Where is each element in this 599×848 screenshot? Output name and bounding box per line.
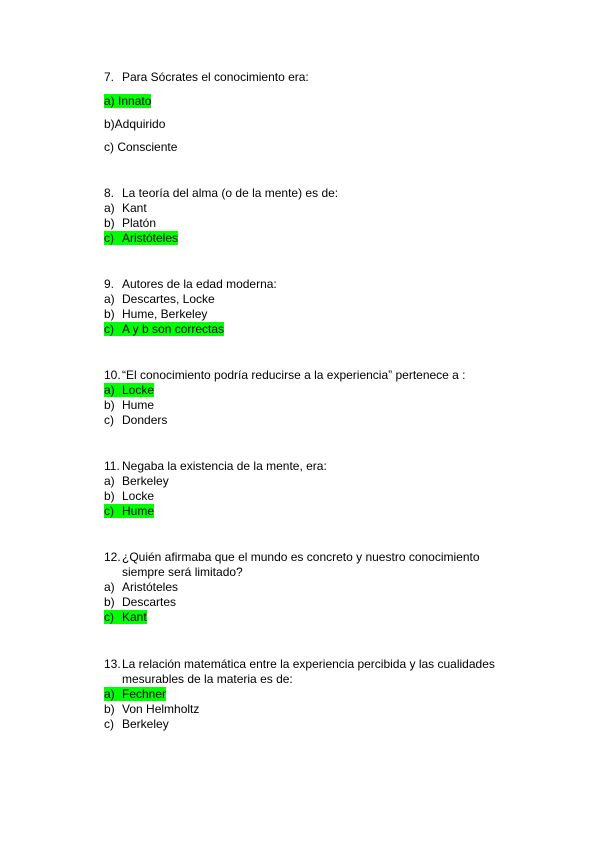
- q10-option-c: [104, 413, 167, 428]
- q7-option-c: [104, 140, 177, 155]
- option-letter: a): [104, 292, 115, 306]
- q9-option-c: [104, 322, 224, 337]
- option-text: Descartes, Locke: [122, 292, 215, 306]
- question-10: [104, 368, 466, 383]
- option-letter: c): [104, 413, 114, 427]
- option-text: Platón: [122, 216, 157, 230]
- question-8: [104, 186, 338, 201]
- option-text: Locke: [122, 383, 155, 397]
- q12-option-c: [104, 610, 147, 625]
- q11-option-a: [104, 474, 169, 489]
- option-text: Donders: [122, 413, 168, 427]
- correct-answer-highlight: [104, 231, 178, 245]
- option-letter: c): [104, 140, 114, 154]
- question-number: 7.: [104, 70, 115, 84]
- q13-option-b: [104, 702, 199, 717]
- option-text: Adquirido: [114, 117, 166, 131]
- question-text: Autores de la edad moderna:: [122, 277, 277, 291]
- q13-option-c: [104, 717, 169, 732]
- option-letter: c): [104, 231, 114, 245]
- question-number: 9.: [104, 277, 115, 291]
- option-text: Locke: [122, 489, 155, 503]
- question-number: 8.: [104, 186, 115, 200]
- option-text: Aristóteles: [122, 580, 179, 594]
- q8-option-b: [104, 216, 156, 231]
- question-text-line-1: ¿Quién afirmaba que el mundo es concreto y nuestro conocimiento: [122, 550, 480, 564]
- option-text: Berkeley: [122, 717, 169, 731]
- option-letter: a): [104, 94, 115, 108]
- question-text: La teoría del alma (o de la mente) es de:: [122, 186, 339, 200]
- q13-option-a: [104, 687, 166, 702]
- correct-answer-highlight: [104, 383, 154, 397]
- option-letter: b): [104, 117, 115, 131]
- question-13-continuation: [122, 672, 293, 687]
- q12-option-b: [104, 595, 176, 610]
- option-letter: b): [104, 595, 115, 609]
- correct-answer-highlight: [104, 94, 151, 108]
- q10-option-a: [104, 383, 154, 398]
- option-letter: c): [104, 610, 114, 624]
- option-text: Kant: [122, 610, 147, 624]
- correct-answer-highlight: [104, 504, 154, 518]
- option-letter: a): [104, 201, 115, 215]
- option-text: Hume, Berkeley: [122, 307, 208, 321]
- correct-answer-highlight: [104, 322, 224, 336]
- question-text-line-1: La relación matemática entre la experiencia percibida y las cualidades: [122, 657, 495, 671]
- option-letter: a): [104, 474, 115, 488]
- q11-option-b: [104, 489, 154, 504]
- question-text-line-2: mesurables de la materia es de:: [122, 672, 293, 686]
- question-text-line-2: siempre será limitado?: [122, 565, 243, 579]
- option-letter: c): [104, 322, 114, 336]
- correct-answer-highlight: [104, 687, 166, 701]
- option-letter: b): [104, 216, 115, 230]
- option-letter: c): [104, 717, 114, 731]
- option-text: Aristóteles: [122, 231, 179, 245]
- q7-option-b: [104, 117, 165, 132]
- option-text: Fechner: [122, 687, 167, 701]
- option-letter: b): [104, 702, 115, 716]
- option-letter: a): [104, 580, 115, 594]
- correct-answer-highlight: [104, 610, 147, 624]
- option-letter: a): [104, 687, 115, 701]
- option-text: A y b son correctas: [122, 322, 225, 336]
- question-number: 12.: [104, 550, 121, 564]
- option-text: Descartes: [122, 595, 177, 609]
- option-text: Hume: [122, 504, 155, 518]
- option-letter: b): [104, 489, 115, 503]
- question-13: [104, 657, 495, 672]
- option-text: Berkeley: [122, 474, 169, 488]
- q8-option-c: [104, 231, 178, 246]
- q11-option-c: [104, 504, 154, 519]
- question-number: 10.: [104, 368, 121, 382]
- option-letter: a): [104, 383, 115, 397]
- question-12-continuation: [122, 565, 243, 580]
- question-9: [104, 277, 277, 292]
- question-12: [104, 550, 480, 565]
- question-text: “El conocimiento podría reducirse a la experiencia” pertenece a :: [122, 368, 466, 382]
- question-text: Para Sócrates el conocimiento era:: [122, 70, 309, 84]
- option-text: Innato: [118, 94, 152, 108]
- option-text: Von Helmholtz: [122, 702, 200, 716]
- q8-option-a: [104, 201, 147, 216]
- option-letter: c): [104, 504, 114, 518]
- option-text: Consciente: [117, 140, 178, 154]
- option-letter: b): [104, 398, 115, 412]
- question-number: 11.: [104, 459, 120, 473]
- q9-option-b: [104, 307, 207, 322]
- question-text: Negaba la existencia de la mente, era:: [122, 459, 327, 473]
- question-11: [104, 459, 327, 474]
- question-7: [104, 70, 309, 85]
- option-text: Kant: [122, 201, 147, 215]
- q7-option-a: [104, 94, 151, 109]
- option-text: Hume: [122, 398, 155, 412]
- option-letter: b): [104, 307, 115, 321]
- q10-option-b: [104, 398, 154, 413]
- question-number: 13.: [104, 657, 121, 671]
- q12-option-a: [104, 580, 178, 595]
- q9-option-a: [104, 292, 215, 307]
